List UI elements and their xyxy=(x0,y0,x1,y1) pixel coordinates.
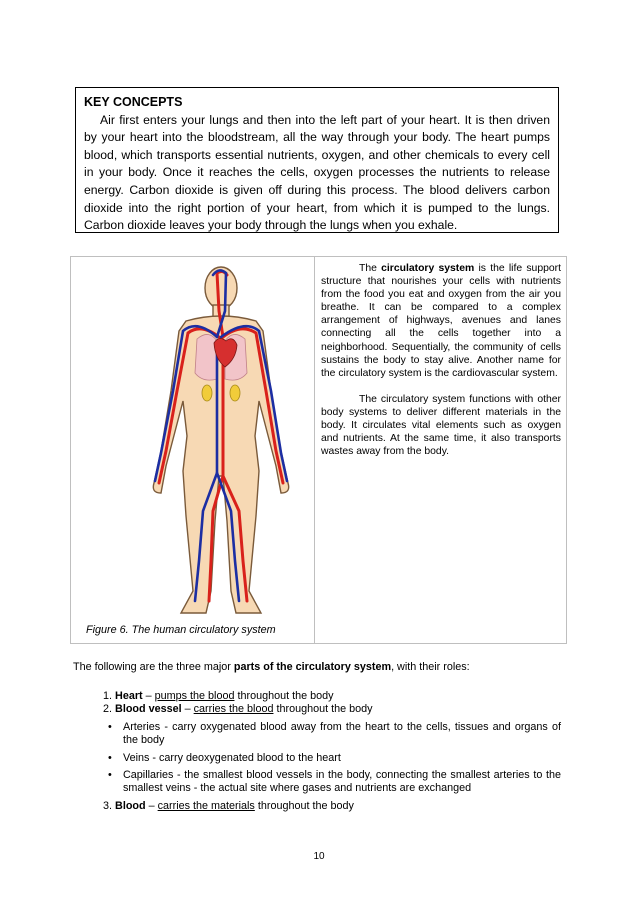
page-number: 10 xyxy=(313,851,325,862)
item-dash: – xyxy=(145,799,158,812)
vessel-types-list xyxy=(103,721,561,796)
list-item-heart xyxy=(103,690,561,703)
figure-table xyxy=(70,256,567,644)
circulatory-system-figure xyxy=(131,261,311,621)
item-role: carries the blood xyxy=(193,703,274,716)
list-item-blood xyxy=(103,800,561,813)
intro-bold: parts of the circulatory system xyxy=(233,661,392,673)
p1-pre: The xyxy=(359,263,382,274)
key-concepts-title: KEY CONCEPTS xyxy=(84,95,183,109)
description-paragraph-1 xyxy=(321,262,561,380)
item-rest: throughout the body xyxy=(254,799,354,812)
item-rest: throughout the body xyxy=(273,703,373,716)
item-number: 3. xyxy=(103,799,113,812)
description-paragraph-2: The circulatory system functions with other body systems to deliver different materials in the body. It circulates vital elements such as oxygen and nutrients. At the same time, it also transports wastes away from the body. xyxy=(321,393,561,458)
intro-post: , with their roles: xyxy=(391,661,470,673)
item-role: carries the materials xyxy=(157,799,255,812)
item-dash: – xyxy=(181,703,194,716)
item-rest: throughout the body xyxy=(234,690,334,702)
bullet-capillaries: • Capillaries - the smallest blood vessels in the body, connecting the smallest arteries to the smallest veins - the actual site where gases and nutrients are exchanged xyxy=(103,769,561,796)
bullet-veins: • Veins - carry deoxygenated blood to the heart xyxy=(103,752,561,765)
item-name: Blood vessel xyxy=(115,703,182,716)
bullet-arteries: • Arteries - carry oxygenated blood away from the heart to the cells, tissues and organs of the body xyxy=(103,721,561,748)
item-dash: – xyxy=(142,690,155,702)
intro-pre: The following are the three major xyxy=(73,661,234,673)
item-number: 2. xyxy=(103,703,113,716)
table-divider xyxy=(314,257,315,643)
item-name: Blood xyxy=(115,799,146,812)
description-text xyxy=(321,262,561,458)
parts-intro xyxy=(73,661,470,673)
parts-list xyxy=(103,690,561,813)
key-concepts-box xyxy=(75,87,559,233)
item-role: pumps the blood xyxy=(154,690,235,702)
key-concepts-body: Air first enters your lungs and then into the left part of your heart. It is then driven by your heart into the bloodstream, all the way through your body. The heart pumps blood, which transports essential nutrients, oxygen, and other chemicals to every cell in your body. Once it reaches the cells, oxygen processes the nutrients to release energy. Carbon dioxide is given off during this process. The blood delivers carbon dioxide into the right portion of your heart, from which it is pumped to the lungs. Carbon dioxide leaves your body through the lungs when you exhale. xyxy=(84,112,550,233)
p1-bold-term: circulatory system xyxy=(381,263,475,274)
figure-caption: Figure 6. The human circulatory system xyxy=(86,624,276,636)
list-item-blood-vessel xyxy=(103,703,561,716)
item-number: 1. xyxy=(103,690,113,702)
item-name: Heart xyxy=(115,690,143,702)
p1-post: is the life support structure that nourishes your cells with nutrients from the food you eat and oxygen from the air you breathe. It can be compared to a complex arrangement of highways, avenues and lanes connecting all the cells together into a neighborhood. Sequentially, the community of cells sustains the body to stay alive. Another name for the circulatory system is the cardiovascular system. xyxy=(321,263,561,379)
